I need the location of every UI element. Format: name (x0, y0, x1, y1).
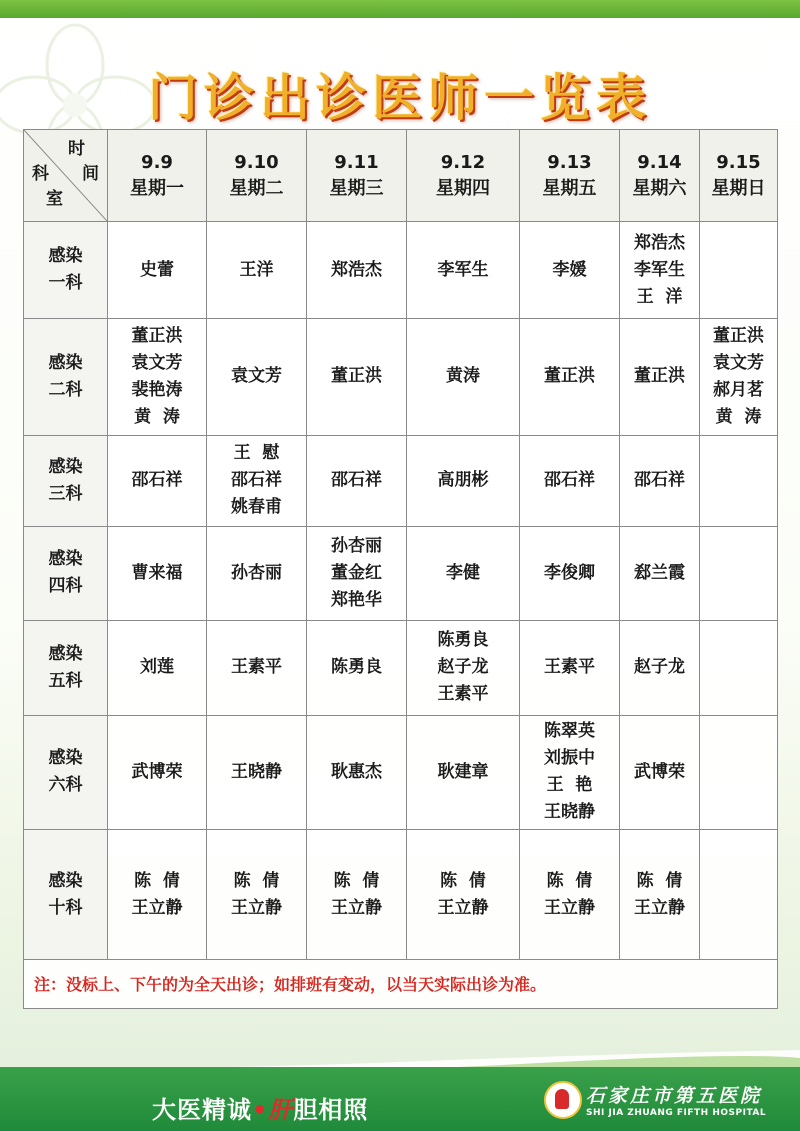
corner-header (24, 130, 108, 222)
dept-name: 感染 (48, 246, 83, 267)
doctor-name: 陈 倩 (233, 870, 280, 891)
doctor-cell (407, 319, 520, 436)
table-row (24, 319, 778, 436)
doctor-cell (700, 435, 778, 526)
day-date: 9.9 (141, 151, 173, 173)
doctor-name: 孙杏丽 (331, 535, 382, 556)
doctor-name: 王素平 (231, 657, 282, 678)
doctor-cell (407, 620, 520, 715)
doctor-name: 陈勇良 (331, 657, 382, 678)
doctor-name: 高朋彬 (437, 470, 489, 491)
day-weekday: 星期日 (711, 177, 766, 199)
doctor-name: 陈 倩 (546, 870, 593, 891)
doctor-name: 黄 涛 (715, 406, 762, 427)
day-date: 9.12 (440, 151, 486, 173)
doctor-name: 袁文芳 (231, 366, 282, 387)
doctor-name: 陈 倩 (636, 870, 683, 891)
day-date: 9.14 (637, 151, 682, 173)
doctor-name: 王立静 (544, 897, 595, 918)
doctor-name: 刘振中 (544, 748, 595, 769)
doctor-cell (108, 526, 207, 620)
doctor-name: 邵石祥 (131, 470, 183, 491)
corner-time-1: 时 (68, 139, 85, 159)
doctor-name: 李军生 (437, 259, 489, 280)
doctor-cell (307, 435, 407, 526)
dept-name: 三科 (48, 483, 83, 504)
dept-cell (24, 435, 108, 526)
doctor-name: 王素平 (544, 657, 595, 678)
doctor-cell (207, 715, 307, 830)
dept-cell (24, 715, 108, 830)
dept-cell (24, 830, 108, 960)
doctor-name: 耿惠杰 (331, 761, 382, 782)
doctor-name: 郑艳华 (331, 589, 382, 610)
day-weekday: 星期五 (542, 177, 597, 199)
doctor-name: 王 洋 (636, 286, 683, 307)
doctor-cell (620, 715, 700, 830)
dept-name: 一科 (48, 273, 83, 294)
doctor-cell (700, 319, 778, 436)
doctor-name: 袁文芳 (713, 352, 764, 373)
table-row (24, 526, 778, 620)
doctor-name: 刘莲 (140, 657, 174, 678)
day-weekday: 星期二 (229, 177, 284, 199)
dept-name: 感染 (48, 352, 83, 373)
doctor-cell (307, 620, 407, 715)
doctor-name: 郄兰霞 (634, 562, 685, 583)
doctor-cell (108, 435, 207, 526)
doctor-name: 黄 涛 (134, 406, 180, 427)
doctor-name: 赵子龙 (634, 657, 685, 678)
doctor-name: 王素平 (437, 684, 489, 705)
doctor-cell (520, 620, 620, 715)
doctor-name: 董正洪 (331, 366, 382, 387)
corner-dept-1: 科 (32, 164, 49, 184)
day-weekday: 星期六 (632, 177, 687, 199)
hospital-logo-icon (544, 1081, 582, 1119)
doctor-name: 邵石祥 (544, 470, 595, 491)
doctor-cell (307, 830, 407, 960)
doctor-cell (407, 222, 520, 319)
doctor-cell (700, 620, 778, 715)
doctor-cell (207, 526, 307, 620)
doctor-cell (207, 319, 307, 436)
doctor-cell (620, 526, 700, 620)
slogan-part-3: 胆相照 (293, 1096, 369, 1124)
doctor-cell (207, 435, 307, 526)
doctor-cell (520, 319, 620, 436)
doctor-name: 王立静 (437, 897, 489, 918)
doctor-cell (108, 319, 207, 436)
doctor-name: 邵石祥 (231, 470, 282, 491)
doctor-name: 郑浩杰 (331, 259, 382, 280)
dept-name: 感染 (48, 748, 83, 769)
doctor-cell (620, 620, 700, 715)
doctor-cell (108, 620, 207, 715)
schedule-body (24, 222, 778, 1009)
day-header (207, 130, 307, 222)
dept-name: 十科 (48, 897, 83, 918)
doctor-cell (207, 222, 307, 319)
doctor-name: 王立静 (331, 897, 382, 918)
dept-cell (24, 526, 108, 620)
doctor-cell (207, 620, 307, 715)
table-row (24, 222, 778, 319)
table-row (24, 435, 778, 526)
dept-name: 五科 (48, 670, 83, 691)
doctor-cell (108, 830, 207, 960)
doctor-name: 董正洪 (713, 325, 764, 346)
doctor-cell (700, 526, 778, 620)
doctor-name: 王 慰 (233, 443, 280, 464)
doctor-name: 王晓静 (231, 761, 282, 782)
doctor-name: 陈 倩 (440, 870, 486, 891)
doctor-cell (307, 222, 407, 319)
doctor-name: 赵子龙 (437, 657, 489, 678)
doctor-name: 袁文芳 (131, 352, 183, 373)
doctor-name: 陈勇良 (437, 630, 489, 651)
doctor-name: 武博荣 (634, 761, 685, 782)
dept-name: 四科 (48, 576, 83, 597)
doctor-name: 王晓静 (544, 802, 595, 823)
header-row (24, 130, 778, 222)
doctor-name: 王立静 (634, 897, 685, 918)
table-row (24, 620, 778, 715)
title-wrap (0, 58, 800, 130)
doctor-name: 王立静 (131, 897, 183, 918)
day-weekday: 星期三 (329, 177, 384, 199)
corner-time-2: 间 (82, 164, 99, 184)
day-header (620, 130, 700, 222)
footer-slogan (152, 1090, 368, 1125)
doctor-name: 郝月茗 (713, 379, 764, 400)
doctor-cell (407, 526, 520, 620)
doctor-cell (620, 830, 700, 960)
dept-name: 六科 (48, 775, 83, 796)
note-text: 注：没标上、下午的为全天出诊；如排班有变动，以当天实际出诊为准。 (24, 960, 778, 1009)
dept-cell (24, 620, 108, 715)
doctor-name: 武博荣 (131, 761, 183, 782)
doctor-cell (700, 715, 778, 830)
doctor-name: 黄涛 (446, 366, 480, 387)
doctor-cell (407, 435, 520, 526)
doctor-cell (620, 222, 700, 319)
day-weekday: 星期四 (436, 177, 490, 199)
dept-name: 感染 (48, 549, 83, 570)
doctor-cell (520, 830, 620, 960)
table-row (24, 715, 778, 830)
doctor-name: 董正洪 (544, 366, 595, 387)
doctor-name: 董正洪 (131, 325, 183, 346)
doctor-name: 王洋 (239, 259, 274, 280)
note-row (24, 960, 778, 1009)
doctor-cell (108, 715, 207, 830)
slogan-part-2: 肝 (268, 1096, 294, 1124)
dept-name: 感染 (48, 456, 83, 477)
doctor-cell (520, 435, 620, 526)
doctor-cell (407, 715, 520, 830)
day-header (108, 130, 207, 222)
doctor-name: 董金红 (331, 562, 382, 583)
day-header (407, 130, 520, 222)
doctor-name: 孙杏丽 (231, 562, 282, 583)
doctor-cell (520, 222, 620, 319)
doctor-cell (520, 715, 620, 830)
schedule-table (23, 129, 778, 1009)
doctor-cell (108, 222, 207, 319)
dept-name: 二科 (48, 379, 83, 400)
doctor-cell (700, 830, 778, 960)
dept-cell (24, 222, 108, 319)
doctor-cell (520, 526, 620, 620)
doctor-name: 王 艳 (546, 775, 593, 796)
doctor-name: 史蕾 (140, 259, 174, 280)
hospital-name-en: SHI JIA ZHUANG FIFTH HOSPITAL (586, 1108, 767, 1118)
doctor-name: 李俊卿 (544, 562, 595, 583)
doctor-name: 陈 倩 (333, 870, 380, 891)
doctor-name: 李军生 (634, 259, 685, 280)
day-date: 9.13 (547, 151, 592, 173)
slogan-part-1: 大医精诚 (152, 1096, 252, 1124)
day-header (307, 130, 407, 222)
doctor-name: 邵石祥 (634, 470, 685, 491)
table-row (24, 830, 778, 960)
doctor-name: 邵石祥 (331, 470, 382, 491)
top-green-bar (0, 0, 800, 18)
doctor-cell (700, 222, 778, 319)
doctor-name: 曹来福 (131, 562, 183, 583)
doctor-name: 陈 倩 (134, 870, 180, 891)
corner-dept-2: 室 (46, 189, 63, 209)
doctor-name: 姚春甫 (231, 497, 282, 518)
day-weekday: 星期一 (130, 177, 184, 199)
day-date: 9.10 (234, 151, 279, 173)
doctor-cell (207, 830, 307, 960)
doctor-cell (307, 319, 407, 436)
doctor-cell (307, 526, 407, 620)
doctor-cell (620, 435, 700, 526)
doctor-name: 陈翠英 (544, 721, 595, 742)
dept-name: 感染 (48, 643, 83, 664)
doctor-name: 耿建章 (437, 761, 489, 782)
doctor-cell (407, 830, 520, 960)
dept-cell (24, 319, 108, 436)
page-title: 门诊出诊医师一览表 (148, 69, 652, 127)
slogan-dot: • (252, 1096, 269, 1124)
day-date: 9.15 (716, 151, 761, 173)
day-date: 9.11 (334, 151, 379, 173)
doctor-name: 董正洪 (634, 366, 685, 387)
day-header (700, 130, 778, 222)
doctor-name: 李健 (446, 562, 480, 583)
doctor-name: 王立静 (231, 897, 282, 918)
hospital-name-cn: 石家庄市第五医院 (586, 1085, 763, 1107)
doctor-name: 李媛 (552, 259, 587, 280)
dept-name: 感染 (48, 870, 83, 891)
day-header (520, 130, 620, 222)
doctor-name: 裴艳涛 (131, 379, 183, 400)
doctor-cell (307, 715, 407, 830)
doctor-cell (620, 319, 700, 436)
doctor-name: 郑浩杰 (634, 232, 685, 253)
